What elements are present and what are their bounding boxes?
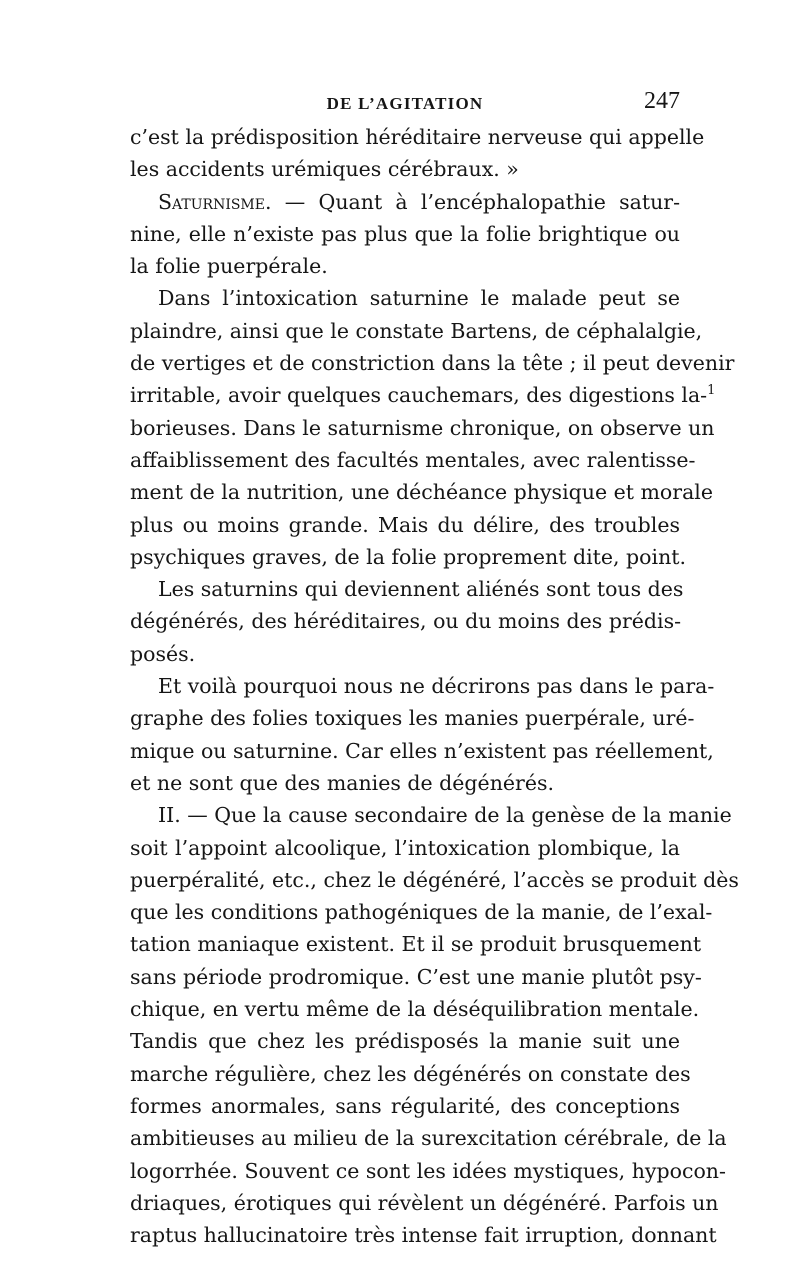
text-line: marche régulière, chez les dégénérés on constate des	[130, 1061, 691, 1086]
text-line: driaques, érotiques qui révèlent un dégénéré. Parfois un	[130, 1190, 719, 1215]
text-line: ment de la nutrition, une déchéance physique et morale	[130, 480, 713, 505]
text-line: Saturnisme. — Quant à l’encéphalopathie satur-	[158, 189, 680, 214]
text-line: Tandis que chez les prédisposés la manie suit une	[130, 1029, 680, 1054]
text-line: soit l’appoint alcoolique, l’intoxication plombique, la	[130, 835, 680, 860]
text-line: mique ou saturnine. Car elles n’existent pas réellement,	[130, 738, 714, 763]
text-line: borieuses. Dans le saturnisme chronique, on observe un	[130, 415, 715, 440]
margin-mark: 1	[707, 383, 716, 399]
text-line: Les saturnins qui deviennent aliénés sont tous des	[158, 577, 684, 602]
text-line: posés.	[130, 641, 196, 666]
text-line: graphe des folies toxiques les manies puerpérale, uré-	[130, 706, 695, 731]
text-line: raptus hallucinatoire très intense fait irruption, donnant	[130, 1223, 717, 1248]
text-line: Et voilà pourquoi nous ne décrirons pas dans le para-	[158, 674, 715, 699]
text-line: puerpéralité, etc., chez le dégénéré, l’accès se produit dès	[130, 867, 739, 892]
running-head	[130, 88, 680, 118]
text-line: ambitieuses au milieu de la surexcitation cérébrale, de la	[130, 1126, 727, 1151]
text-line: la folie puerpérale.	[130, 254, 328, 279]
text-line: dégénérés, des héréditaires, ou du moins des prédis-	[130, 609, 682, 634]
running-title: DE L’AGITATION	[326, 94, 484, 113]
text-line: affaiblissement des facultés mentales, avec ralentisse-	[130, 447, 696, 472]
body-text	[130, 121, 739, 1251]
text-line: et ne sont que des manies de dégénérés.	[130, 770, 554, 795]
page-number: 247	[644, 88, 680, 114]
text-line: sans période prodromique. C’est une manie plutôt psy-	[130, 964, 702, 989]
text-line: chique, en vertu même de la déséquilibration mentale.	[130, 997, 700, 1022]
text-line: de vertiges et de constriction dans la tête ; il peut devenir	[130, 351, 735, 376]
text-line: II. — Que la cause secondaire de la genèse de la manie	[158, 803, 732, 828]
text-line: les accidents urémiques cérébraux. »	[130, 157, 519, 182]
text-line: que les conditions pathogéniques de la manie, de l’exal-	[130, 900, 713, 925]
text-line: psychiques graves, de la folie proprement dite, point.	[130, 544, 687, 569]
text-line: nine, elle n’existe pas plus que la folie brightique ou	[130, 221, 680, 246]
section-lead-saturnisme: Saturnisme.	[158, 189, 272, 214]
text-line: Dans l’intoxication saturnine le malade peut se	[158, 286, 680, 311]
text-line: irritable, avoir quelques cauchemars, des digestions la-$^1$	[130, 383, 716, 408]
text-line: plaindre, ainsi que le constate Bartens, de céphalalgie,	[130, 318, 703, 343]
text-line: c’est la prédisposition héréditaire nerveuse qui appelle	[130, 125, 705, 149]
text-line: logorrhée. Souvent ce sont les idées mystiques, hypocon-	[130, 1158, 726, 1183]
text-line: tation maniaque existent. Et il se produit brusquement	[130, 932, 702, 957]
text-line: plus ou moins grande. Mais du délire, des troubles	[130, 512, 680, 537]
text-line: formes anormales, sans régularité, des conceptions	[130, 1093, 680, 1118]
